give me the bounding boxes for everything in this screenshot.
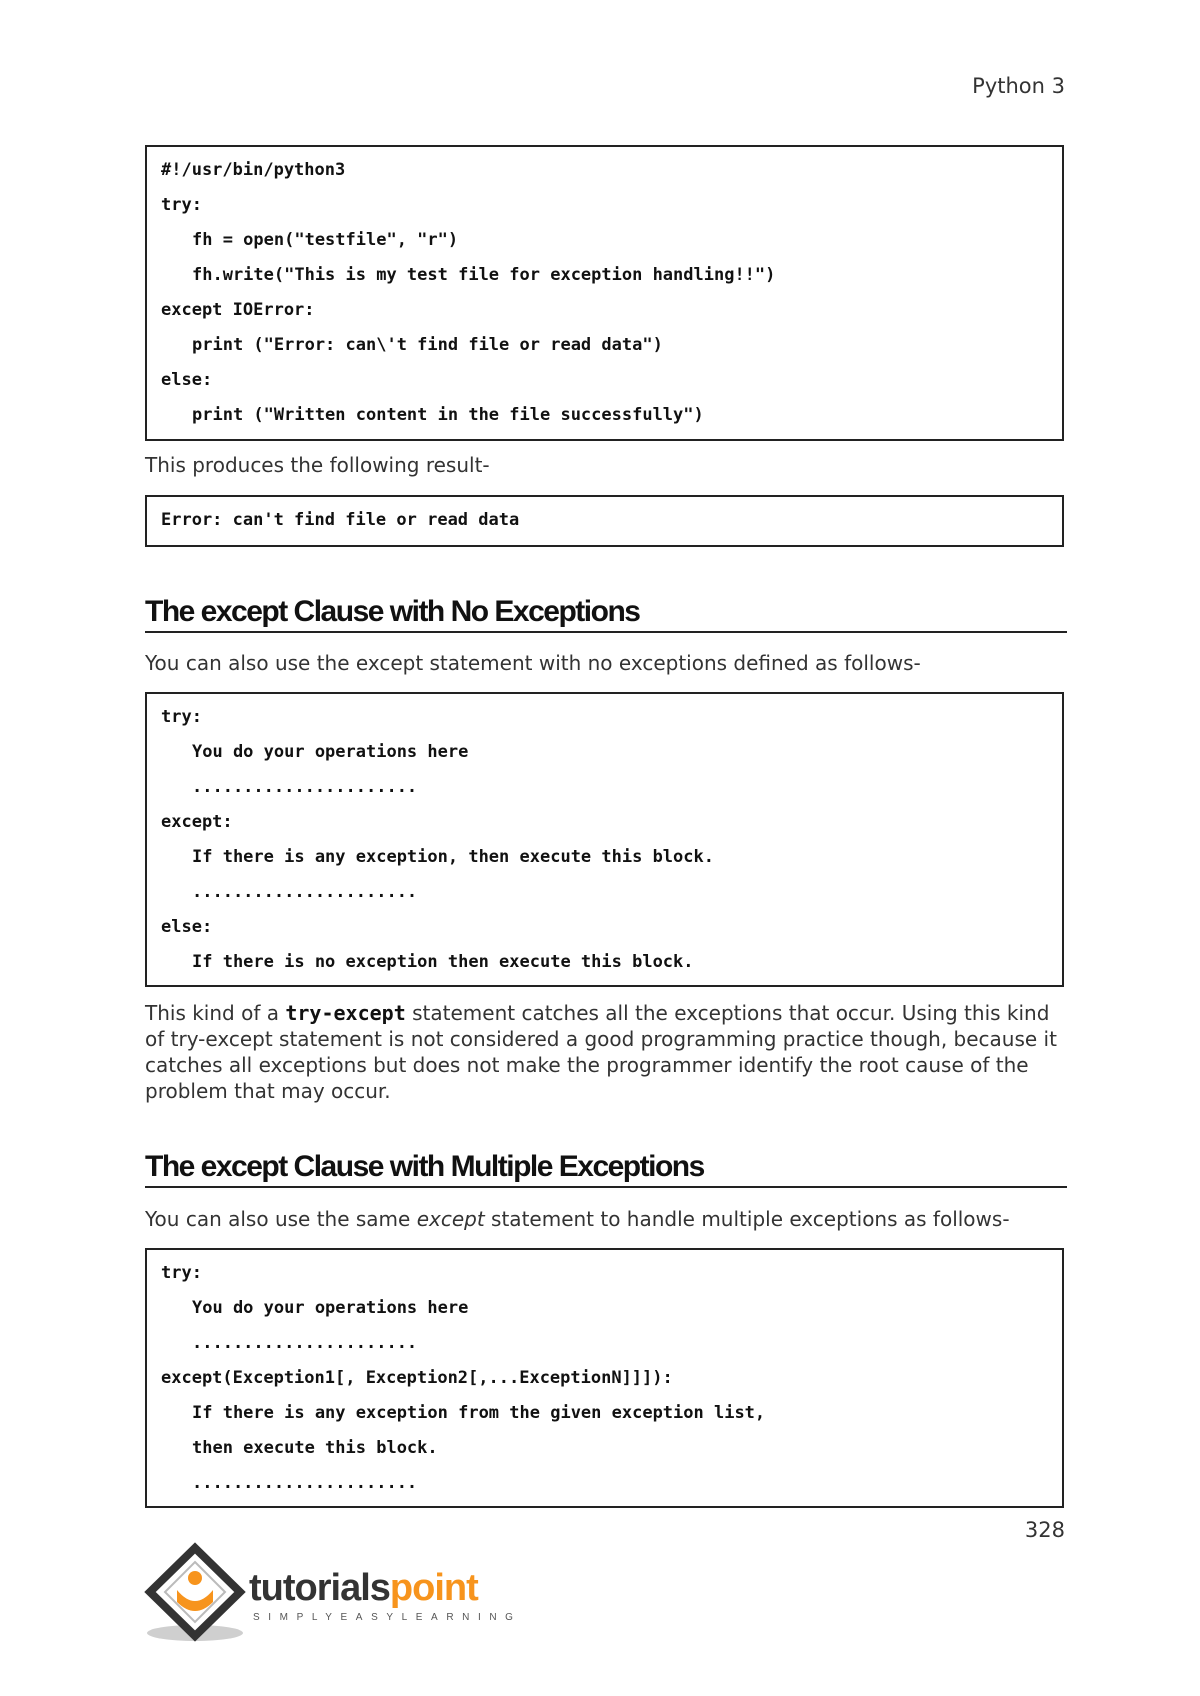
code-line: except: <box>161 812 233 832</box>
code-line: except IOError: <box>161 300 315 320</box>
code-line: You do your operations here <box>192 1298 469 1318</box>
code-line: ...................... <box>192 882 418 902</box>
code-line: try: <box>161 707 202 727</box>
code-line: else: <box>161 917 213 937</box>
section-1-description <box>145 1000 1067 1104</box>
result-output-block <box>145 495 1064 547</box>
running-header: Python 3 <box>972 74 1065 98</box>
code-line: fh = open("testfile", "r") <box>192 230 459 250</box>
code-line: print ("Written content in the file successfully") <box>192 405 704 425</box>
code-line: You do your operations here <box>192 742 469 762</box>
code-line: If there is any exception from the given exception list, <box>192 1403 766 1423</box>
code-line: If there is no exception then execute this block. <box>192 952 694 972</box>
intro-text-before: You can also use the same <box>145 1207 417 1231</box>
section-heading-no-exceptions: The except Clause with No Exceptions <box>145 595 1067 633</box>
code-line: #!/usr/bin/python3 <box>161 160 346 180</box>
logo-name-part2: point <box>389 1567 478 1609</box>
result-intro: This produces the following result- <box>145 453 490 477</box>
code-block-no-exceptions <box>145 692 1064 987</box>
code-line: Error: can't find file or read data <box>161 510 520 530</box>
logo-person-icon <box>188 1571 202 1585</box>
code-line: If there is any exception, then execute this block. <box>192 847 714 867</box>
tutorialspoint-logo <box>145 1540 522 1650</box>
code-line: except(Exception1[, Exception2[,...ExceptionN]]]): <box>161 1368 673 1388</box>
code-line: ...................... <box>192 777 418 797</box>
code-line: try: <box>161 1263 202 1283</box>
code-block-testfile <box>145 145 1064 441</box>
code-line: fh.write("This is my test file for exception handling!!") <box>192 265 776 285</box>
code-block-multiple-exceptions <box>145 1248 1064 1508</box>
logo-tagline: SIMPLYEASYLEARNING <box>253 1612 522 1623</box>
description-text-after: statement catches all the exceptions that occur. Using this kind of try-except statement is not considered a good programming practice though, because it catches all exceptions but does not make the programmer identify the root cause of the problem that may occur. <box>145 1001 1057 1103</box>
description-text-before: This kind of a <box>145 1001 286 1025</box>
intro-text-after: statement to handle multiple exceptions as follows- <box>484 1207 1010 1231</box>
intro-italic-except: except <box>416 1207 485 1231</box>
section-heading-multiple-exceptions: The except Clause with Multiple Exceptions <box>145 1150 1067 1188</box>
page-number: 328 <box>1024 1518 1065 1542</box>
code-line: ...................... <box>192 1333 418 1353</box>
code-line: print ("Error: can\'t find file or read data") <box>192 335 663 355</box>
code-line: else: <box>161 370 213 390</box>
code-line: try: <box>161 195 202 215</box>
code-line: then execute this block. <box>192 1438 438 1458</box>
section-1-intro: You can also use the except statement with no exceptions defined as follows- <box>145 651 921 675</box>
svg-text:tutorialspoint <box>249 1567 479 1609</box>
logo-name-part1: tutorials <box>249 1567 390 1609</box>
section-2-intro <box>145 1206 1067 1232</box>
code-line: ...................... <box>192 1473 418 1493</box>
inline-code-try-except: try-except <box>285 1001 406 1025</box>
